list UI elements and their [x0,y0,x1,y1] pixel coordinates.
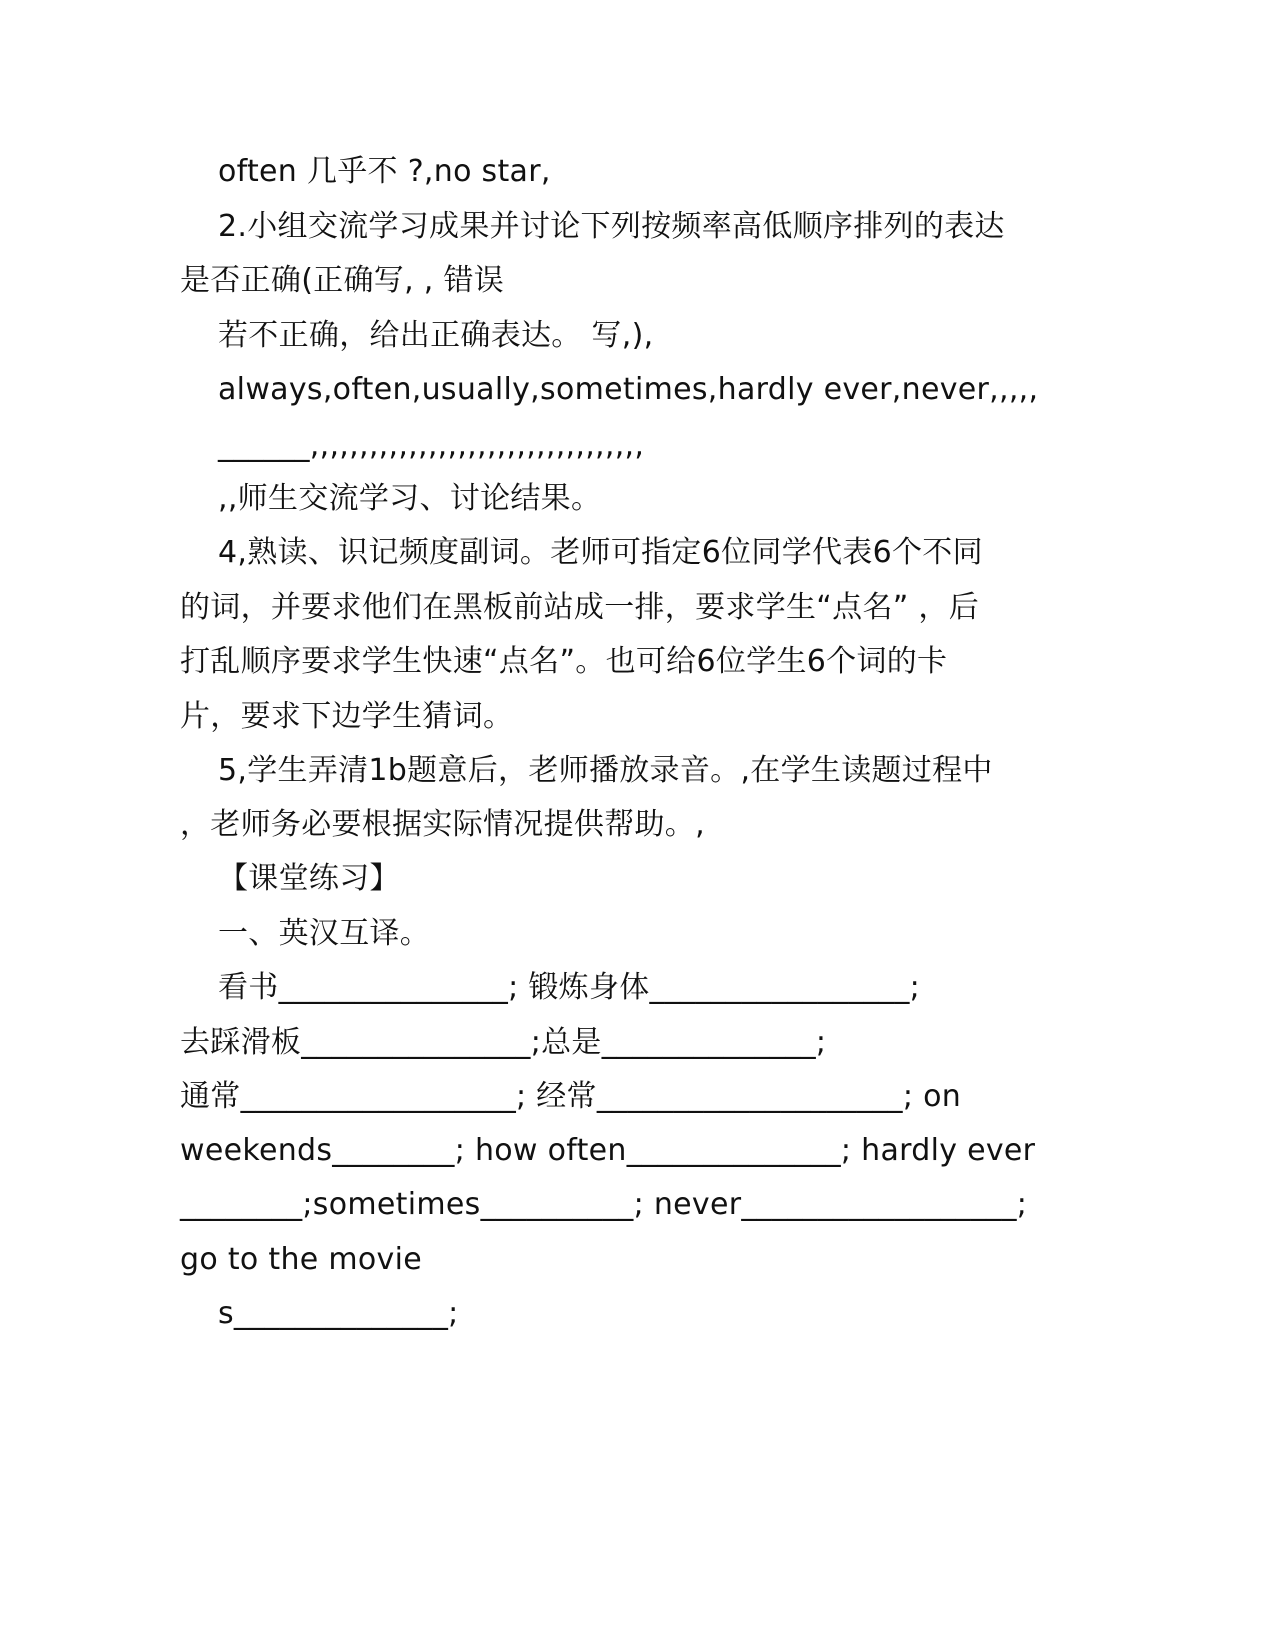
exercise-line-4: weekends________; how often______________; hardly ever [180,1133,1036,1168]
text-line-2: 2.小组交流学习成果并讨论下列按频率高低顺序排列的表达 [218,209,1005,244]
exercise-line-6: go to the movie [180,1242,422,1277]
exercise-title: 一、英汉互译。 [218,916,431,951]
text-line-10: 打乱顺序要求学生快速“点名”。也可给6位学生6个词的卡 [180,644,948,679]
exercise-line-1: 看书_______________; 锻炼身体_________________; [218,970,921,1005]
exercise-line-2: 去踩滑板_______________;总是______________; [180,1025,827,1060]
text-line-8: 4,熟读、识记频度副词。老师可指定6位同学代表6个不同 [218,535,983,570]
text-line-11: 片，要求下边学生猜词。 [180,699,514,734]
exercise-line-7: s______________; [218,1296,459,1331]
text-line-12: 5,学生弄清1b题意后，老师播放录音。,在学生读题过程中 [218,753,993,788]
text-line-5: always,often,usually,sometimes,hardly ever,never,,,,, [218,372,1039,407]
text-line-9: 的词，并要求他们在黑板前站成一排，要求学生“点名” ，后 [180,590,980,625]
text-line-13: ，老师务必要根据实际情况提供帮助。, [180,807,705,842]
exercise-line-3: 通常__________________; 经常____________________; on [180,1079,962,1114]
text-line-1: often 几乎不 ?,no star, [218,154,551,189]
exercise-line-5: ________;sometimes__________; never__________________; [180,1187,1028,1222]
text-line-4: 若不正确，给出正确表达。 写,), [218,318,654,353]
text-line-7: ,,师生交流学习、讨论结果。 [218,481,602,516]
text-line-6: ______,,,,,,,,,,,,,,,,,,,,,,,,,,,,,,,,,, [218,428,645,463]
text-line-3: 是否正确(正确写, , 错误 [180,263,505,298]
section-heading: 【课堂练习】 [218,861,400,896]
